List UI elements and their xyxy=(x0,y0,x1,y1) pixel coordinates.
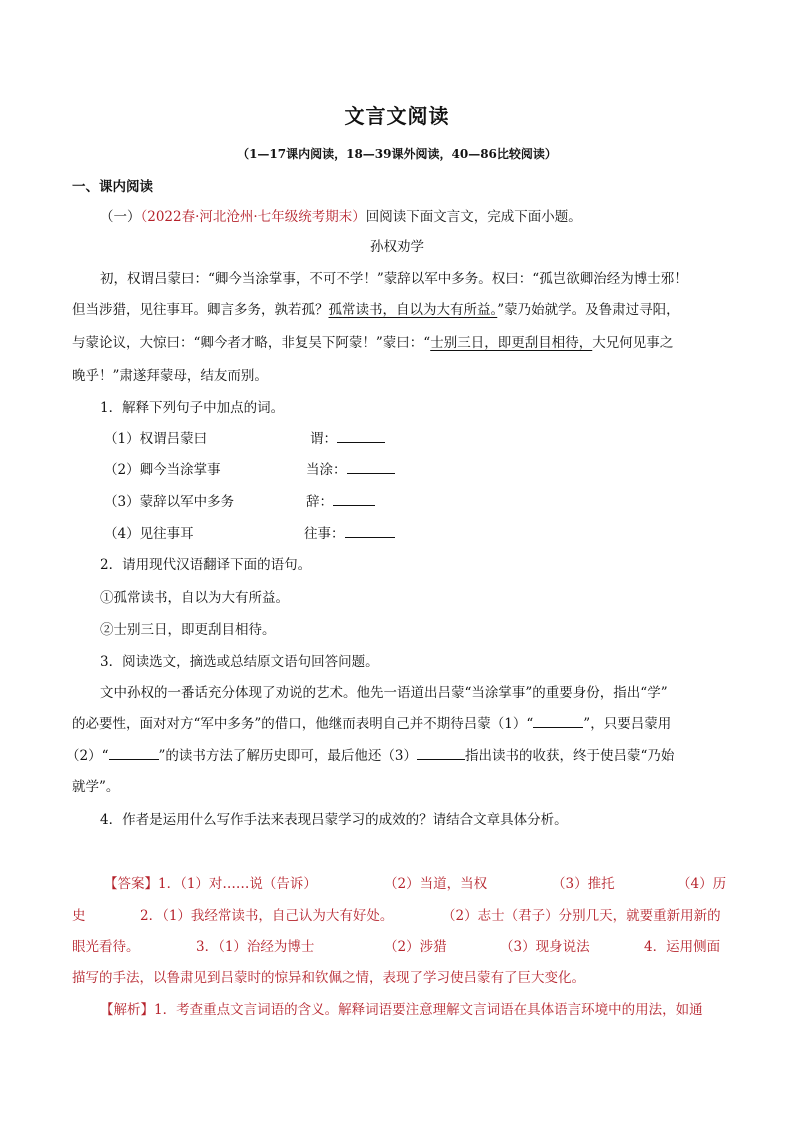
page-subtitle: （1—17课内阅读，18—39课外阅读，40—86比较阅读） xyxy=(237,147,557,161)
analysis-line-1: 【解析】1．考查重点文言词语的含义。解释词语要注意理解文言词语在具体语言环境中的用法，如通 xyxy=(100,1002,703,1018)
answer-text: （2）当道，当权 xyxy=(384,876,488,892)
question-3-stem: 3．阅读选文，摘选或总结原文语句回答问题。 xyxy=(100,654,379,670)
q1-item-1-answer[interactable]: 谓： xyxy=(310,433,385,447)
q1-item-2-sentence: （2）卿今当涂掌事 xyxy=(104,462,221,478)
analysis-tag: 【解析】 xyxy=(100,1002,154,1018)
passage-line-4: 晚乎！”肃遂拜蒙母，结友而别。 xyxy=(72,368,268,384)
question-2-stem: 2．请用现代汉语翻译下面的语句。 xyxy=(100,557,312,573)
answer-text: 4．运用侧面 xyxy=(644,939,721,955)
answer-blank[interactable] xyxy=(345,536,395,538)
question-3-line-2: 的必要性，面对对方“军中多务”的借口，他继而表明自己并不期待吕蒙（1）“ ”，只要吕蒙用 xyxy=(72,716,672,732)
intro-prefix: （一） xyxy=(100,209,141,225)
passage-line-1: 初，权谓吕蒙曰：“卿今当涂掌事，不可不学！”蒙辞以军中多务。权曰：“孤岂欲卿治经为博士邪！ xyxy=(100,271,688,287)
underlined-sentence-1: 孤常读书，自以为大有所益。 xyxy=(328,302,498,318)
q1-item-4-sentence: （4）见往事耳 xyxy=(104,526,194,542)
passage-line-2: 但当涉猎，见往事耳。卿言多务，孰若孤？孤常读书，自以为大有所益。”蒙乃始就学。及鲁肃过寻阳， xyxy=(72,302,680,318)
q1-item-3-sentence: （3）蒙辞以军中多务 xyxy=(104,494,235,510)
question-4-stem: 4．作者是运用什么写作手法来表现吕蒙学习的成效的？请结合文章具体分析。 xyxy=(100,812,568,828)
answer-text: （4）历 xyxy=(677,876,727,892)
answer-line-1: 【答案】1．（1）对……说（告诉） xyxy=(104,876,317,892)
answer-text: 3．（1）治经为博士 xyxy=(196,939,315,955)
answer-text: （2）涉猎 xyxy=(384,939,447,955)
answer-text: 描写的手法，以鲁肃见到吕蒙时的惊异和钦佩之情，表现了学习使吕蒙有了巨大变化。 xyxy=(72,970,585,986)
answer-tag: 【答案】 xyxy=(104,876,158,892)
q1-item-4-answer[interactable]: 往事： xyxy=(304,528,395,542)
answer-text: 史 xyxy=(72,908,86,924)
question-3-line-4: 就学”。 xyxy=(72,779,120,795)
answer-blank[interactable] xyxy=(533,726,583,728)
answer-blank[interactable] xyxy=(333,504,375,506)
answer-text: （3）推托 xyxy=(552,876,615,892)
q1-item-3-answer[interactable]: 辞： xyxy=(306,496,375,510)
passage-line-3: 与蒙论议，大惊曰：“卿今者才略，非复吴下阿蒙！”蒙曰：“士别三日，即更刮目相待，大兄何见事之 xyxy=(72,335,674,351)
underlined-sentence-2: 士别三日，即更刮目相待， xyxy=(430,335,593,351)
answer-blank[interactable] xyxy=(347,472,395,474)
question-2-sentence-2: ②士别三日，即更刮目相待。 xyxy=(100,622,276,638)
answer-blank[interactable] xyxy=(417,758,465,760)
answer-text: （2）志士（君子）分别几天，就要重新用新的 xyxy=(442,908,721,924)
answer-text: （3）现身说法 xyxy=(500,939,590,955)
answer-text: 2．（1）我经常读书，自己认为大有好处。 xyxy=(140,908,394,924)
page-title: 文言文阅读 xyxy=(344,104,450,128)
question-2-sentence-1: ①孤常读书，自以为大有所益。 xyxy=(100,590,289,606)
section-heading: 一、课内阅读 xyxy=(72,179,153,195)
intro-source: （2022春·河北沧州·七年级统考期末） xyxy=(140,209,366,225)
q1-item-2-answer[interactable]: 当涂： xyxy=(306,464,395,478)
question-3-line-1: 文中孙权的一番话充分体现了劝说的艺术。他先一语道出吕蒙“当涂掌事”的重要身份，指出“学” xyxy=(100,685,668,701)
intro-rest: 回阅读下面文言文，完成下面小题。 xyxy=(365,209,582,225)
question-intro xyxy=(100,211,582,225)
question-1-stem: 1．解释下列句子中加点的词。 xyxy=(100,400,285,416)
answer-blank[interactable] xyxy=(109,758,159,760)
q1-item-1-sentence: （1）权谓吕蒙曰 xyxy=(104,431,208,447)
question-3-line-3: （2）“ ”的读书方法了解历史即可，最后他还（3） 指出读书的收获，终于使吕蒙“乃始 xyxy=(66,748,675,764)
passage-title: 孙权劝学 xyxy=(370,239,424,255)
answer-blank[interactable] xyxy=(337,441,385,443)
answer-text: 眼光看待。 xyxy=(72,939,140,955)
